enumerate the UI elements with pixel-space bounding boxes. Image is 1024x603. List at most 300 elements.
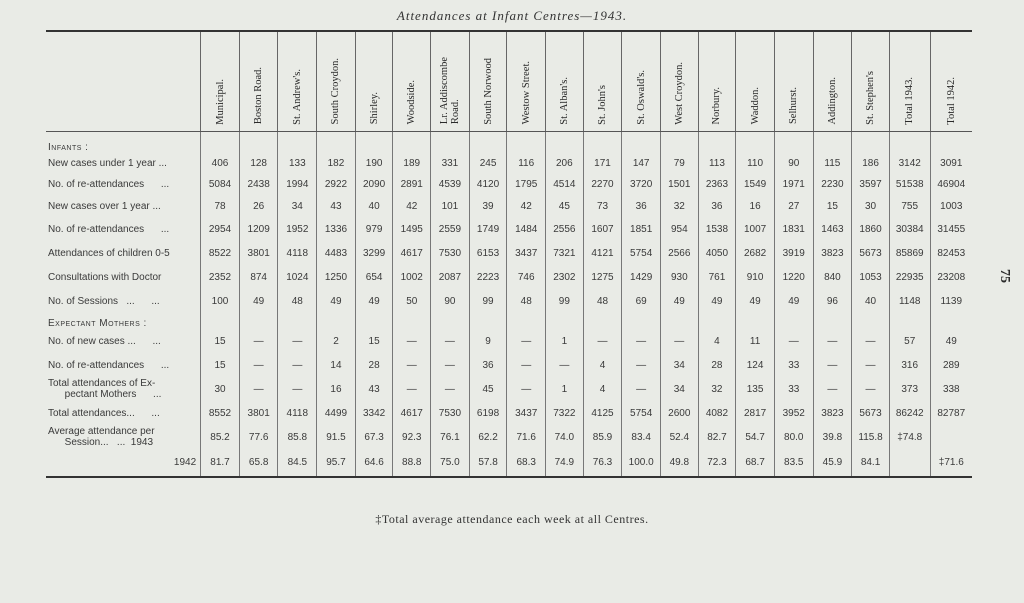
table-cell (355, 313, 393, 329)
table-cell: 82787 (930, 401, 972, 425)
table-cell: 954 (660, 217, 698, 241)
table-cell: 1607 (583, 217, 622, 241)
table-cell (660, 137, 698, 153)
table-cell: 27 (774, 195, 813, 217)
table-cell: 43 (355, 377, 393, 401)
table-cell: 48 (507, 289, 546, 313)
table-cell: 1971 (774, 173, 813, 195)
table-cell (930, 313, 972, 329)
table-cell: 8552 (201, 401, 240, 425)
row-label (46, 289, 201, 313)
table-cell: 171 (583, 153, 622, 173)
table-cell: 761 (698, 265, 736, 289)
table-cell: 189 (393, 153, 431, 173)
table-cell (622, 137, 661, 153)
table-cell: — (546, 353, 584, 377)
table-cell: 49 (660, 289, 698, 313)
row-label (46, 265, 201, 289)
table-cell (393, 313, 431, 329)
table-cell (507, 137, 546, 153)
table-cell: 23208 (930, 265, 972, 289)
table-cell: 30 (852, 195, 890, 217)
col-header: South Croydon. (317, 31, 356, 131)
table-cell: 50 (393, 289, 431, 313)
table-cell: 4125 (583, 401, 622, 425)
table-cell: 80.0 (774, 425, 813, 449)
row-label (46, 153, 201, 173)
row-label (46, 425, 201, 449)
table-cell: — (278, 377, 317, 401)
table-cell: — (431, 329, 470, 353)
table-cell: 54.7 (736, 425, 775, 449)
table-cell: 1007 (736, 217, 775, 241)
section-heading (46, 137, 201, 153)
table-cell: 2600 (660, 401, 698, 425)
table-cell: 5084 (201, 173, 240, 195)
table-cell: 874 (239, 265, 278, 289)
table-cell: 1860 (852, 217, 890, 241)
table-cell: 49.8 (660, 449, 698, 477)
table-cell: 1749 (469, 217, 507, 241)
table-cell: 95.7 (317, 449, 356, 477)
col-header: Total 1943. (889, 31, 930, 131)
table-cell: 1994 (278, 173, 317, 195)
table-cell (317, 313, 356, 329)
table-cell (546, 137, 584, 153)
table-cell: ‡71.6 (930, 449, 972, 477)
row-label-text: Consultations with Doctor (48, 271, 162, 283)
table-cell: 3437 (507, 401, 546, 425)
table-cell: 39 (469, 195, 507, 217)
table-cell: 85.8 (278, 425, 317, 449)
col-header: St. Andrew's. (278, 31, 317, 131)
table-cell: 74.0 (546, 425, 584, 449)
col-header: Boston Road. (239, 31, 278, 131)
col-header: Waddon. (736, 31, 775, 131)
table-cell (201, 137, 240, 153)
table-cell: 182 (317, 153, 356, 173)
row-label-text: No. of re-attendances ... (48, 223, 170, 235)
row-label-text: New cases over 1 year ... (48, 200, 161, 212)
table-cell: 135 (736, 377, 775, 401)
table-cell: 2556 (546, 217, 584, 241)
table-cell: 4 (698, 329, 736, 353)
table-cell: 7321 (546, 241, 584, 265)
table-cell: 67.3 (355, 425, 393, 449)
row-label-text: No. of new cases ... ... (48, 335, 161, 347)
table-cell (774, 137, 813, 153)
table-cell: 52.4 (660, 425, 698, 449)
table-cell (889, 449, 930, 477)
table-cell: 3823 (813, 241, 852, 265)
col-header: Selhurst. (774, 31, 813, 131)
table-cell: 1484 (507, 217, 546, 241)
table-row (46, 425, 972, 449)
table-cell (813, 137, 852, 153)
table-cell: 1 (546, 377, 584, 401)
table-cell: 2352 (201, 265, 240, 289)
table-cell: — (239, 353, 278, 377)
table-cell: 15 (201, 353, 240, 377)
table-cell: 15 (201, 329, 240, 353)
table-cell: 42 (507, 195, 546, 217)
table-cell (239, 313, 278, 329)
table-cell: 86242 (889, 401, 930, 425)
table-cell: 4 (583, 377, 622, 401)
table-cell: 1250 (317, 265, 356, 289)
table-row (46, 241, 972, 265)
table-cell (736, 137, 775, 153)
table-cell: 40 (852, 289, 890, 313)
table-cell: 2230 (813, 173, 852, 195)
table-cell: 373 (889, 377, 930, 401)
table-cell: 1148 (889, 289, 930, 313)
table-cell: 16 (736, 195, 775, 217)
table-cell: 99 (469, 289, 507, 313)
table-cell: 4118 (278, 401, 317, 425)
table-cell: 186 (852, 153, 890, 173)
table-cell: 4121 (583, 241, 622, 265)
table-cell: 2559 (431, 217, 470, 241)
table-cell: 45.9 (813, 449, 852, 477)
table-cell: — (507, 353, 546, 377)
table-row (46, 353, 972, 377)
table-cell: 6153 (469, 241, 507, 265)
row-label-text: Total attendances... ... (48, 407, 160, 419)
table-cell: 82453 (930, 241, 972, 265)
table-cell: 113 (698, 153, 736, 173)
table-cell: 2438 (239, 173, 278, 195)
table-row (46, 265, 972, 289)
table-cell (317, 137, 356, 153)
table-cell: 1220 (774, 265, 813, 289)
table-cell: 1024 (278, 265, 317, 289)
header-corner (46, 31, 201, 131)
table-cell (660, 313, 698, 329)
table-cell: 4120 (469, 173, 507, 195)
table-cell: 1209 (239, 217, 278, 241)
table-cell: — (393, 353, 431, 377)
table-cell: 90 (774, 153, 813, 173)
section-heading (46, 313, 201, 329)
col-header: St. John's (583, 31, 622, 131)
table-cell: 34 (660, 353, 698, 377)
table-cell: — (813, 353, 852, 377)
table-cell: 1851 (622, 217, 661, 241)
table-cell: 3952 (774, 401, 813, 425)
table-cell: 746 (507, 265, 546, 289)
table-cell: 49 (930, 329, 972, 353)
table-cell: — (660, 329, 698, 353)
table-cell: 245 (469, 153, 507, 173)
table-cell: 49 (355, 289, 393, 313)
table-cell: — (852, 377, 890, 401)
table-cell: 1795 (507, 173, 546, 195)
table-cell (583, 137, 622, 153)
table-cell: 338 (930, 377, 972, 401)
table-cell: 331 (431, 153, 470, 173)
table-cell: 128 (239, 153, 278, 173)
table-cell: 73 (583, 195, 622, 217)
table-cell: 6198 (469, 401, 507, 425)
table-cell: 2922 (317, 173, 356, 195)
col-header: Shirley. (355, 31, 393, 131)
table-cell (889, 313, 930, 329)
table-cell: 654 (355, 265, 393, 289)
section-heading-text: Expectant Mothers : (48, 318, 147, 329)
col-header: Municipal. (201, 31, 240, 131)
row-label (46, 401, 201, 425)
table-cell: — (583, 329, 622, 353)
table-cell: 88.8 (393, 449, 431, 477)
table-cell: 85.9 (583, 425, 622, 449)
table-cell: 2087 (431, 265, 470, 289)
table-cell: 4539 (431, 173, 470, 195)
table-cell: 76.3 (583, 449, 622, 477)
table-row (46, 401, 972, 425)
table-cell: — (239, 329, 278, 353)
table-cell: 115.8 (852, 425, 890, 449)
table-cell: 92.3 (393, 425, 431, 449)
table-cell: 2302 (546, 265, 584, 289)
table-cell: 36 (698, 195, 736, 217)
table-cell: 316 (889, 353, 930, 377)
table-cell: — (813, 329, 852, 353)
table-cell: 42 (393, 195, 431, 217)
table-cell: 79 (660, 153, 698, 173)
table-cell: 49 (698, 289, 736, 313)
table-cell: 1495 (393, 217, 431, 241)
table-cell: 84.5 (278, 449, 317, 477)
table-cell: 4514 (546, 173, 584, 195)
table-cell: 26 (239, 195, 278, 217)
table-cell: 115 (813, 153, 852, 173)
table-cell: 31455 (930, 217, 972, 241)
row-label-text: 1942 (173, 457, 197, 468)
table-cell: — (431, 353, 470, 377)
table-cell: 101 (431, 195, 470, 217)
table-cell: 3823 (813, 401, 852, 425)
row-label-text: No. of Sessions ... ... (48, 295, 160, 307)
col-header: St. Alban's. (546, 31, 584, 131)
row-label (46, 195, 201, 217)
table-cell: 46904 (930, 173, 972, 195)
table-cell: 69 (622, 289, 661, 313)
col-header: Total 1942. (930, 31, 972, 131)
table-cell (546, 313, 584, 329)
row-label (46, 377, 201, 401)
table-cell: — (239, 377, 278, 401)
col-header: Westow Street. (507, 31, 546, 131)
footnote: ‡Total average attendance each week at all Centres. (375, 512, 649, 526)
table-cell: 116 (507, 153, 546, 173)
table-cell: 34 (278, 195, 317, 217)
attendance-table (46, 30, 972, 478)
table-cell: — (393, 329, 431, 353)
table-cell: — (813, 377, 852, 401)
table-cell: 40 (355, 195, 393, 217)
table-cell (889, 137, 930, 153)
section-expectant (46, 313, 972, 329)
table-cell: 2090 (355, 173, 393, 195)
table-cell: 3342 (355, 401, 393, 425)
table-cell: 8522 (201, 241, 240, 265)
table-cell: 1139 (930, 289, 972, 313)
table-cell: 81.7 (201, 449, 240, 477)
table-cell: 36 (622, 195, 661, 217)
row-label (46, 241, 201, 265)
table-cell: 36 (469, 353, 507, 377)
table-cell: 77.6 (239, 425, 278, 449)
table-row (46, 329, 972, 353)
header-row (46, 31, 972, 131)
table-cell: 1 (546, 329, 584, 353)
table-body (46, 131, 972, 477)
table-cell: — (278, 353, 317, 377)
table-cell (393, 137, 431, 153)
row-label-text: New cases under 1 year ... (48, 157, 167, 169)
table-cell: 1549 (736, 173, 775, 195)
table-cell: — (852, 353, 890, 377)
table-cell: 39.8 (813, 425, 852, 449)
table-cell (930, 137, 972, 153)
table-cell: 82.7 (698, 425, 736, 449)
row-label-text: Attendances of children 0-5 (48, 247, 170, 259)
table-cell: 11 (736, 329, 775, 353)
table-cell (698, 137, 736, 153)
table-cell: 5754 (622, 241, 661, 265)
table-cell: 30 (201, 377, 240, 401)
table-cell: 85869 (889, 241, 930, 265)
table-cell: 147 (622, 153, 661, 173)
table-cell: 2954 (201, 217, 240, 241)
table-cell: 16 (317, 377, 356, 401)
table-row (46, 449, 972, 477)
table-cell: 14 (317, 353, 356, 377)
page-number: 75 (997, 269, 1012, 283)
table-cell: 83.4 (622, 425, 661, 449)
table-cell: 33 (774, 377, 813, 401)
table-cell: 2891 (393, 173, 431, 195)
table-cell: 1501 (660, 173, 698, 195)
table-row (46, 173, 972, 195)
table-cell: 78 (201, 195, 240, 217)
table-cell (239, 137, 278, 153)
table-cell: 45 (546, 195, 584, 217)
table-cell: — (852, 329, 890, 353)
table-cell (736, 313, 775, 329)
table-cell: 4483 (317, 241, 356, 265)
table-cell: 4118 (278, 241, 317, 265)
table-cell: 68.3 (507, 449, 546, 477)
table-cell: 910 (736, 265, 775, 289)
table-cell: 45 (469, 377, 507, 401)
table-cell (583, 313, 622, 329)
table-cell: 1002 (393, 265, 431, 289)
table-cell: 5754 (622, 401, 661, 425)
table-cell: 110 (736, 153, 775, 173)
table-cell: 100 (201, 289, 240, 313)
table-cell: 3720 (622, 173, 661, 195)
row-label (46, 353, 201, 377)
table-cell: 33 (774, 353, 813, 377)
section-heading-text: Infants : (48, 142, 89, 153)
table-cell (852, 137, 890, 153)
table-cell (431, 137, 470, 153)
table-cell: 979 (355, 217, 393, 241)
row-label-text: No. of re-attendances ... (48, 178, 170, 190)
table-cell: 2817 (736, 401, 775, 425)
col-header: Norbury. (698, 31, 736, 131)
table-cell: 5673 (852, 241, 890, 265)
table-cell: 2566 (660, 241, 698, 265)
table-cell: — (507, 329, 546, 353)
table-cell: 91.5 (317, 425, 356, 449)
table-cell (622, 313, 661, 329)
table-cell: 1053 (852, 265, 890, 289)
table-cell: 3801 (239, 401, 278, 425)
table-cell: — (278, 329, 317, 353)
table-cell: 64.6 (355, 449, 393, 477)
table-cell: 1003 (930, 195, 972, 217)
table-cell: 83.5 (774, 449, 813, 477)
table-cell: 4050 (698, 241, 736, 265)
row-label-text: Average attendance per Session... ... 1943 (48, 426, 155, 448)
table-cell: 3091 (930, 153, 972, 173)
table-cell: 133 (278, 153, 317, 173)
table-cell: 28 (698, 353, 736, 377)
table-cell: 3801 (239, 241, 278, 265)
table-cell: 100.0 (622, 449, 661, 477)
table-cell: 2223 (469, 265, 507, 289)
table-cell: — (622, 329, 661, 353)
table-cell: 49 (736, 289, 775, 313)
col-header: St. Oswald's. (622, 31, 661, 131)
col-header: St. Stephen's (852, 31, 890, 131)
table-cell: 1463 (813, 217, 852, 241)
col-header: South Norwood (469, 31, 507, 131)
table-cell: 48 (583, 289, 622, 313)
table-cell: 48 (278, 289, 317, 313)
table-cell: 5673 (852, 401, 890, 425)
table-cell: 289 (930, 353, 972, 377)
table-cell: 755 (889, 195, 930, 217)
table-cell: 1952 (278, 217, 317, 241)
table-cell: 4499 (317, 401, 356, 425)
row-label (46, 217, 201, 241)
table-cell: 68.7 (736, 449, 775, 477)
table-cell: 49 (317, 289, 356, 313)
table-cell (813, 313, 852, 329)
table-cell (469, 137, 507, 153)
col-header: Lr. Addiscombe Road. (431, 31, 470, 131)
table-row (46, 195, 972, 217)
row-label (46, 449, 201, 477)
table-cell: 99 (546, 289, 584, 313)
table-cell: 30384 (889, 217, 930, 241)
table-cell: 3142 (889, 153, 930, 173)
row-label-text: Total attendances of Ex- pectant Mothers ... (48, 378, 162, 400)
col-header: Addington. (813, 31, 852, 131)
section-infants (46, 137, 972, 153)
table-row (46, 377, 972, 401)
table-cell: — (622, 353, 661, 377)
table-cell: 22935 (889, 265, 930, 289)
table-cell: 4617 (393, 401, 431, 425)
table-cell (852, 313, 890, 329)
table-cell: 49 (774, 289, 813, 313)
table-cell: 206 (546, 153, 584, 173)
